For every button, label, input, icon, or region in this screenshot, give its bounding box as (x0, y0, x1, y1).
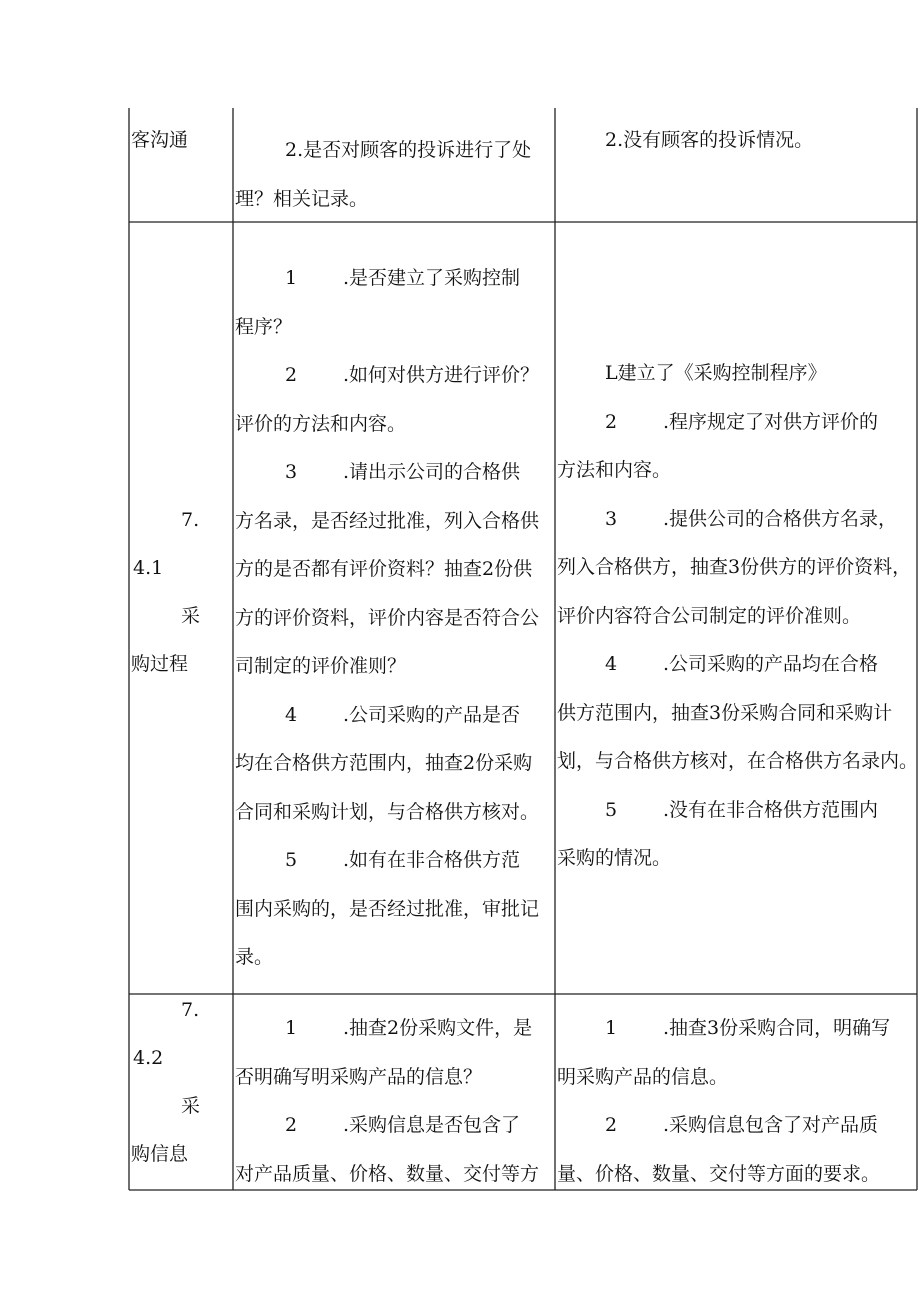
check-item-3-line: 方的评价资料，评价内容是否符合公 (235, 606, 540, 629)
finding-4-line: 划，与合格供方核对，在合格供方名录内。 (557, 750, 919, 772)
check-item-4-line: 均在合格供方范围内，抽查2份采购 (235, 752, 533, 774)
finding-1-line: L建立了《采购控制程序》 (605, 362, 827, 384)
label-line: 4.2 (133, 1047, 164, 1069)
check-item-3-line: 方的是否都有评价资料？抽查2份供 (235, 558, 533, 580)
check-item-5-line: 录。 (235, 946, 274, 968)
finding-2-line: 2.没有顾客的投诉情况。 (605, 129, 814, 151)
row-label-purchasing-process (131, 496, 200, 688)
check-item-1-line: 1 .抽查2份采购文件，是 (285, 1017, 533, 1039)
check-item-2-line: 2.是否对顾客的投诉进行了处 (285, 139, 532, 161)
check-item-2-line: 2 .如何对供方进行评价？ (285, 364, 540, 386)
check-items-customer-communication (235, 126, 531, 223)
check-item-2-line: 理？相关记录。 (235, 187, 369, 210)
label-line: 采 (181, 1095, 201, 1117)
finding-2-line: 量、价格、数量、交付等方面的要求。 (557, 1162, 881, 1185)
check-item-5-line: 围内采购的，是否经过批准，审批记 (235, 897, 540, 920)
finding-3-line: 列入合格供方，抽查3份供方的评价资料， (557, 556, 912, 578)
check-item-3-line: 司制定的评价准则？ (235, 655, 407, 677)
check-item-4-line: 合同和采购计划，与合格供方核对。 (235, 800, 540, 823)
finding-3-line: 3 .提供公司的合格供方名录， (605, 507, 898, 530)
finding-4-line: 供方范围内，抽查3份采购合同和采购计 (557, 701, 893, 724)
check-items-purchasing-process (235, 254, 539, 982)
label-line: 采 (181, 605, 201, 627)
label-line: 7. (181, 999, 200, 1021)
check-item-2-line: 2 .采购信息是否包含了 (285, 1114, 521, 1136)
row-label-purchasing-information (131, 986, 200, 1178)
check-item-2-line: 对产品质量、价格、数量、交付等方 (235, 1162, 540, 1185)
check-items-purchasing-information (235, 1004, 539, 1198)
label-line: 购过程 (131, 653, 189, 675)
label-line: 4.1 (133, 557, 164, 579)
finding-5-line: 采购的情况。 (557, 847, 672, 869)
findings-purchasing-information (557, 1004, 890, 1198)
check-item-3-line: 方名录，是否经过批准，列入合格供 (235, 509, 540, 532)
finding-5-line: 5 .没有在非合格供方范围内 (605, 798, 879, 821)
check-item-1-line: 程序？ (235, 315, 293, 338)
findings-customer-communication (557, 116, 813, 165)
check-item-1-line: 1 .是否建立了采购控制 (285, 267, 521, 289)
finding-2-line: 2 .采购信息包含了对产品质 (605, 1114, 879, 1136)
row-label-customer-communication (131, 116, 188, 164)
check-item-2-line: 评价的方法和内容。 (235, 412, 407, 435)
finding-2-line: 方法和内容。 (557, 459, 672, 481)
finding-2-line: 2 .程序规定了对供方评价的 (605, 410, 879, 433)
finding-3-line: 评价内容符合公司制定的评价准则。 (557, 604, 862, 627)
check-item-1-line: 否明确写明采购产品的信息？ (235, 1065, 483, 1088)
label-line: 7. (181, 509, 200, 531)
label-line: 购信息 (131, 1143, 189, 1165)
check-item-3-line: 3 .请出示公司的合格供 (285, 461, 521, 483)
findings-purchasing-process (557, 349, 918, 883)
finding-4-line: 4 .公司采购的产品均在合格 (605, 653, 879, 675)
check-item-5-line: 5 .如有在非合格供方范 (285, 849, 521, 871)
check-item-4-line: 4 .公司采购的产品是否 (285, 703, 521, 726)
label-line: 客沟通 (131, 129, 189, 151)
finding-1-line: 1 .抽查3份采购合同，明确写 (605, 1017, 891, 1039)
finding-1-line: 明采购产品的信息。 (557, 1065, 729, 1088)
